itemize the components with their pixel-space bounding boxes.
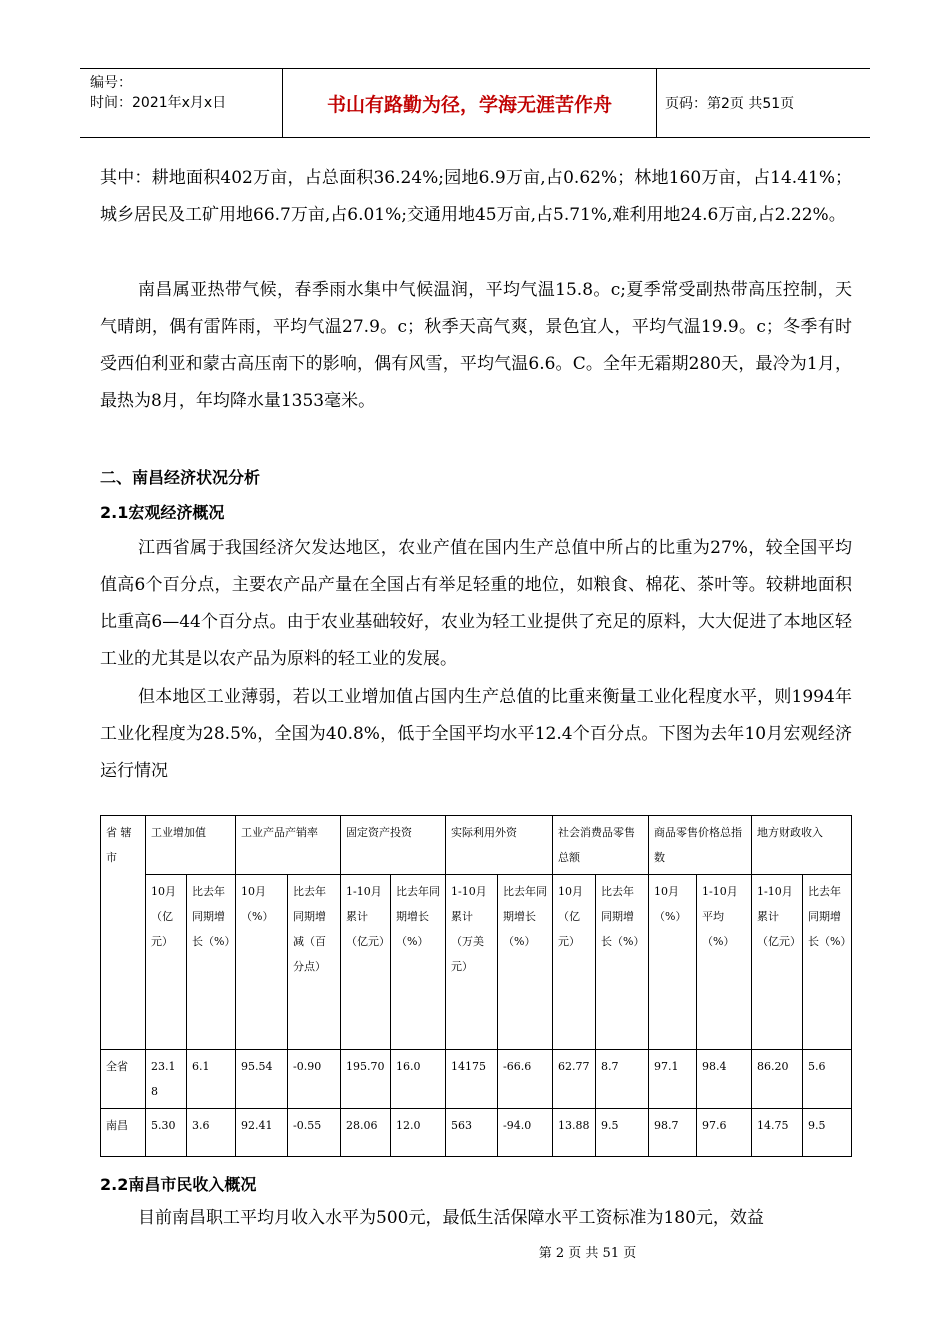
table-cell: 13.88 bbox=[553, 1109, 596, 1157]
table-cell: -0.55 bbox=[288, 1109, 341, 1157]
table-group-header: 商品零售价格总指数 bbox=[649, 816, 752, 875]
table-cell: 14.75 bbox=[752, 1109, 803, 1157]
table-cell: 23.18 bbox=[146, 1050, 187, 1109]
document-date: 时间：2021年x月x日 bbox=[90, 95, 227, 111]
table-group-header: 实际利用外资 bbox=[446, 816, 553, 875]
table-subheader: 10月（%） bbox=[649, 875, 697, 1050]
table-cell: -94.0 bbox=[498, 1109, 553, 1157]
table-row bbox=[101, 1109, 852, 1157]
page-header bbox=[80, 68, 870, 138]
table-cell: 12.0 bbox=[391, 1109, 446, 1157]
table-cell: 95.54 bbox=[236, 1050, 288, 1109]
table-group-header: 社会消费品零售总额 bbox=[553, 816, 649, 875]
table-group-header: 工业产品产销率 bbox=[236, 816, 341, 875]
table-cell: 5.30 bbox=[146, 1109, 187, 1157]
table-cell: 6.1 bbox=[187, 1050, 236, 1109]
table-subheader: 比去年同期增长（%） bbox=[187, 875, 236, 1050]
paragraph-text: 但本地区工业薄弱，若以工业增加值占国内生产总值的比重来衡量工业化程度水平，则1994年工业化程度为28.5%，全国为40.8%，低于全国平均水平12.4个百分点。下图为去年10月宏观经济运行情况 bbox=[100, 687, 852, 781]
table-subheader: 10月（%） bbox=[236, 875, 288, 1050]
paragraph-text: 其中：耕地面积402万亩，占总面积36.24%;园地6.9万亩,占0.62%；林地160万亩，占14.41%；城乡居民及工矿用地66.7万亩,占6.01%;交通用地45万亩,占5.71%,难利用地24.6万亩,占2.22%。 bbox=[100, 168, 852, 225]
table-cell: 9.5 bbox=[803, 1109, 852, 1157]
table-cell: -0.90 bbox=[288, 1050, 341, 1109]
table-cell: 98.7 bbox=[649, 1109, 697, 1157]
table-subheader: 比去年同期增长（%） bbox=[803, 875, 852, 1050]
table-cell: 16.0 bbox=[391, 1050, 446, 1109]
table-cell: 9.5 bbox=[596, 1109, 649, 1157]
paragraph-climate bbox=[100, 272, 852, 420]
page-footer: 第 2 页 共 51 页 bbox=[538, 1246, 637, 1261]
table-subheader: 1-10月平均（%） bbox=[697, 875, 752, 1050]
table-corner-cell: 省 辖 市 bbox=[101, 816, 146, 1050]
paragraph-text: 目前南昌职工平均月收入水平为500元，最低生活保障水平工资标准为180元，效益 bbox=[138, 1208, 764, 1228]
paragraph-industry bbox=[100, 679, 852, 790]
table-subheader: 比去年同期增长（%） bbox=[391, 875, 446, 1050]
table-cell: 8.7 bbox=[596, 1050, 649, 1109]
document-number-label: 编号： bbox=[90, 75, 132, 91]
table-cell: 86.20 bbox=[752, 1050, 803, 1109]
table-cell: 97.6 bbox=[697, 1109, 752, 1157]
header-meta bbox=[80, 69, 283, 137]
table-cell: 98.4 bbox=[697, 1050, 752, 1109]
paragraph-income bbox=[100, 1200, 852, 1237]
table-cell: 5.6 bbox=[803, 1050, 852, 1109]
table-subheader-row bbox=[101, 875, 852, 1050]
paragraph-text: 南昌属亚热带气候，春季雨水集中气候温润，平均气温15.8。c;夏季常受副热带高压控制，天气晴朗，偶有雷阵雨，平均气温27.9。c；秋季天高气爽，景色宜人，平均气温19.9。c；冬季有时受西伯利亚和蒙古高压南下的影响，偶有风雪，平均气温6.6。C。全年无霜期280天，最冷为1月，最热为8月，年均降水量1353毫米。 bbox=[100, 280, 852, 411]
subsection-heading-income: 2.2南昌市民收入概况 bbox=[100, 1175, 257, 1194]
table-cell: 195.70 bbox=[341, 1050, 391, 1109]
table-cell: 62.77 bbox=[553, 1050, 596, 1109]
table-cell: 92.41 bbox=[236, 1109, 288, 1157]
table-group-header: 工业增加值 bbox=[146, 816, 236, 875]
table-group-header: 地方财政收入 bbox=[752, 816, 852, 875]
paragraph-land-use bbox=[100, 160, 852, 234]
table-cell: 28.06 bbox=[341, 1109, 391, 1157]
table-subheader: 10月（亿元） bbox=[553, 875, 596, 1050]
table-cell: 3.6 bbox=[187, 1109, 236, 1157]
table-cell: 14175 bbox=[446, 1050, 498, 1109]
paragraph-text: 江西省属于我国经济欠发达地区，农业产值在国内生产总值中所占的比重为27%，较全国平均值高6个百分点，主要农产品产量在全国占有举足轻重的地位，如粮食、棉花、茶叶等。较耕地面积比重高6—44个百分点。由于农业基础较好，农业为轻工业提供了充足的原料，大大促进了本地区轻工业的尤其是以农产品为原料的轻工业的发展。 bbox=[100, 538, 852, 669]
table-subheader: 比去年同期增长（%） bbox=[596, 875, 649, 1050]
table-group-header: 固定资产投资 bbox=[341, 816, 446, 875]
table-subheader: 1-10月累计（亿元） bbox=[341, 875, 391, 1050]
table-row-name: 全省 bbox=[101, 1050, 146, 1109]
table-subheader: 比去年同期增减（百分点） bbox=[288, 875, 341, 1050]
table-subheader: 比去年同期增长（%） bbox=[498, 875, 553, 1050]
table-cell: 97.1 bbox=[649, 1050, 697, 1109]
table-subheader: 1-10月累计（亿元） bbox=[752, 875, 803, 1050]
table-group-header-row bbox=[101, 816, 852, 875]
macro-economy-table bbox=[100, 815, 852, 1157]
table-row bbox=[101, 1050, 852, 1109]
paragraph-agriculture bbox=[100, 530, 852, 678]
table-subheader: 1-10月累计（万美元） bbox=[446, 875, 498, 1050]
header-motto: 书山有路勤为径，学海无涯苦作舟 bbox=[283, 69, 657, 137]
section-heading-economy: 二、南昌经济状况分析 bbox=[100, 468, 261, 487]
subsection-heading-macro: 2.1宏观经济概况 bbox=[100, 503, 225, 522]
table-cell: -66.6 bbox=[498, 1050, 553, 1109]
table-row-name: 南昌 bbox=[101, 1109, 146, 1157]
table-subheader: 10月（亿元） bbox=[146, 875, 187, 1050]
header-page-info: 页码：第2页 共51页 bbox=[665, 96, 795, 112]
table-cell: 563 bbox=[446, 1109, 498, 1157]
